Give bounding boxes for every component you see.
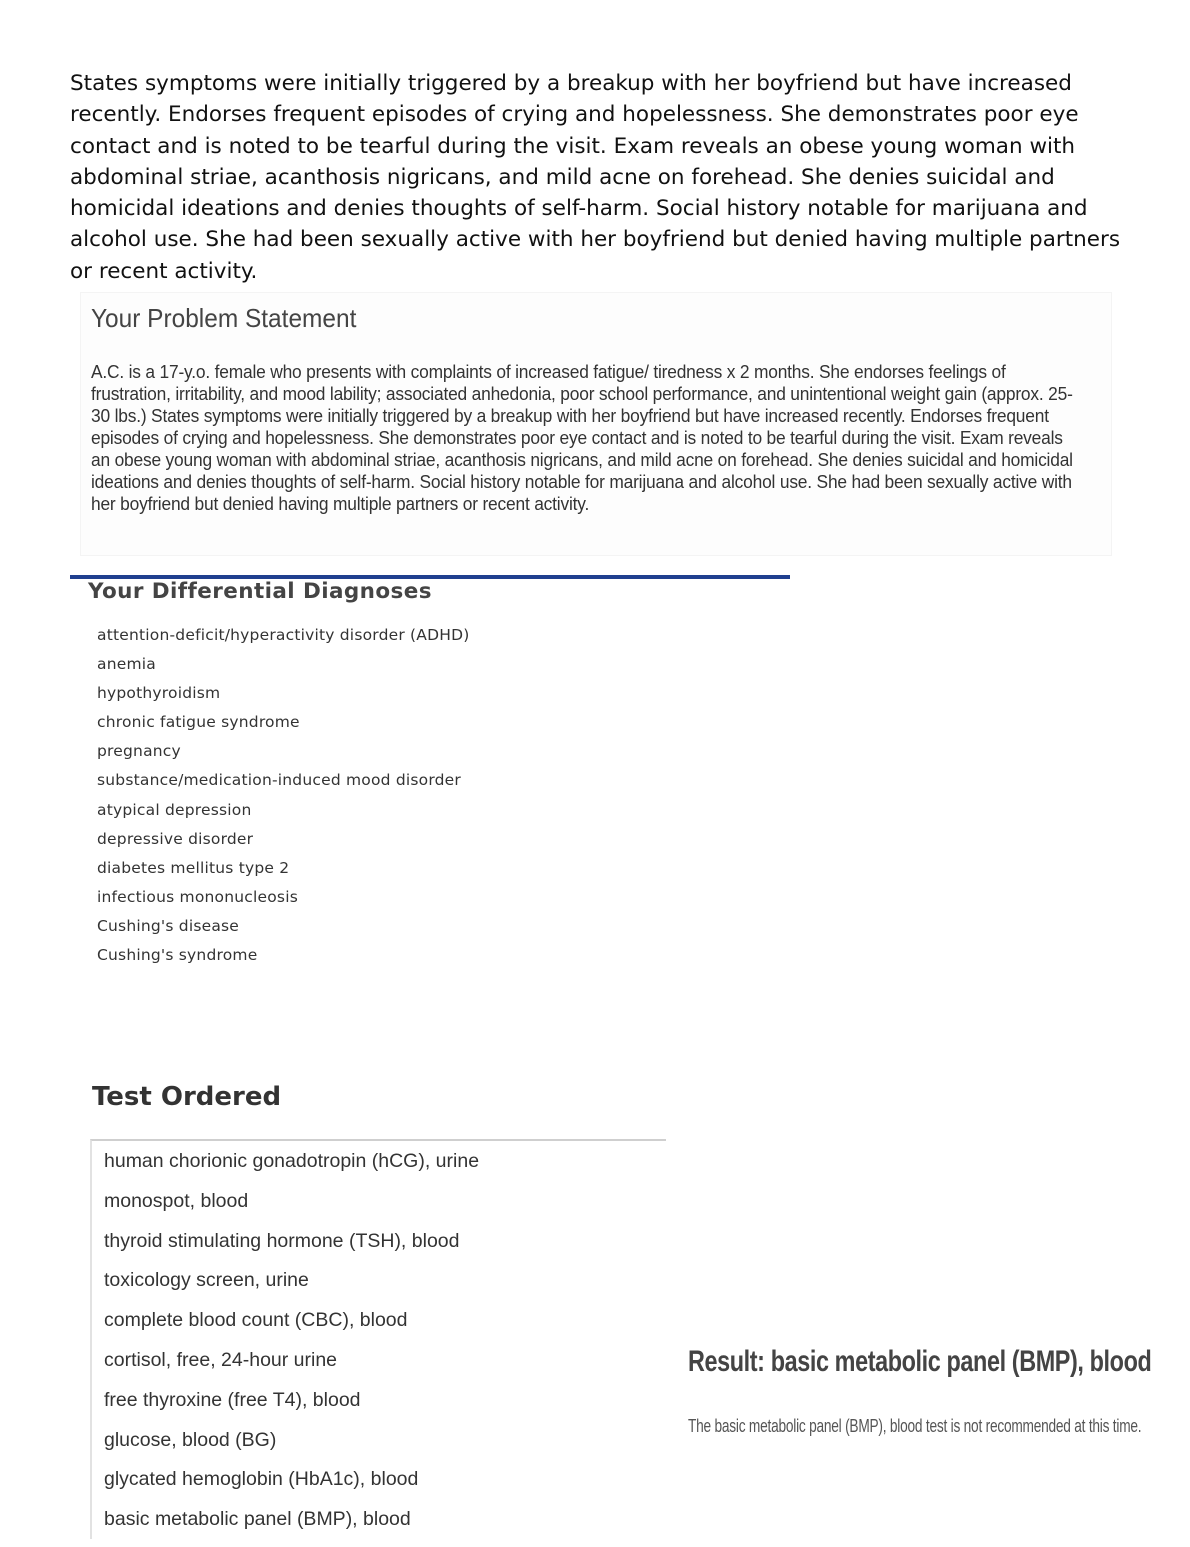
diagnosis-item: infectious mononucleosis <box>97 887 298 906</box>
differential-diagnoses-panel <box>70 575 790 975</box>
tests-ordered-list <box>104 1149 479 1547</box>
test-item[interactable]: toxicology screen, urine <box>104 1269 309 1292</box>
test-item[interactable]: monospot, blood <box>104 1189 249 1212</box>
problem-statement-body: A.C. is a 17-y.o. female who presents with complaints of increased fatigue/ tiredness x 2 months. She endorses feelings of frustration, irritability, and mood lability; associated anhedonia, poor school performance, and unintentional weight gain (approx. 25-30 lbs.) States symptoms were initially triggered by a breakup with her boyfriend but have increased recently. Endorses frequent episodes of crying and hopelessness. She demonstrates poor eye contact and is noted to be tearful during the visit. Exam reveals an obese young woman with abdominal striae, acanthosis nigricans, and mild acne on forehead. She denies suicidal and homicidal ideations and denies thoughts of self-harm. Social history notable for marijuana and alcohol use. She had been sexually active with her boyfriend but denied having multiple partners or recent activity. <box>91 362 1073 514</box>
diagnosis-item: attention-deficit/hyperactivity disorder (ADHD) <box>97 626 470 644</box>
test-item[interactable]: glycated hemoglobin (HbA1c), blood <box>104 1468 419 1491</box>
diagnosis-item: Cushing's disease <box>97 916 240 935</box>
intro-paragraph: States symptoms were initially triggered by a breakup with her boyfriend but have increased recently. Endorses frequent episodes of crying and hopelessness. She demonstrates poor eye contact and is noted to be tearful during the visit. Exam reveals an obese young woman with abdominal striae, acanthosis nigricans, and mild acne on forehead. She denies suicidal and homicidal ideations and denies thoughts of self-harm. Social history notable for marijuana and alcohol use. She had been sexually active with her boyfriend but denied having multiple partners or recent activity. <box>70 71 1121 284</box>
result-panel <box>688 1345 1152 1445</box>
test-item[interactable]: human chorionic gonadotropin (hCG), urine <box>104 1150 480 1172</box>
diagnosis-item: pregnancy <box>97 742 181 761</box>
diagnosis-item: Cushing's syndrome <box>97 946 258 965</box>
diagnosis-item: depressive disorder <box>97 829 254 848</box>
test-item[interactable]: glucose, blood (BG) <box>104 1428 277 1451</box>
problem-statement-title: Your Problem Statement <box>91 303 357 333</box>
test-item[interactable]: free thyroxine (free T4), blood <box>104 1388 361 1411</box>
differential-diagnoses-list <box>97 625 469 974</box>
test-item[interactable]: thyroid stimulating hormone (TSH), blood <box>104 1229 460 1252</box>
result-title: Result: basic metabolic panel (BMP), blood <box>688 1345 1152 1378</box>
result-body: The basic metabolic panel (BMP), blood test is not recommended at this time. <box>688 1415 1142 1436</box>
test-item[interactable]: complete blood count (CBC), blood <box>104 1309 408 1332</box>
problem-statement-panel <box>80 292 1112 556</box>
diagnosis-item: chronic fatigue syndrome <box>97 713 300 732</box>
diagnosis-item: hypothyroidism <box>97 684 221 703</box>
tests-ordered-title: Test Ordered <box>92 1082 282 1112</box>
differential-diagnoses-title: Your Differential Diagnoses <box>88 579 432 604</box>
test-item[interactable]: basic metabolic panel (BMP), blood <box>104 1508 411 1531</box>
diagnosis-item: substance/medication-induced mood disorder <box>97 771 461 790</box>
diagnosis-item: atypical depression <box>97 800 252 819</box>
tests-ordered-list-box <box>90 1139 666 1539</box>
diagnosis-item: diabetes mellitus type 2 <box>97 858 290 877</box>
test-item[interactable]: cortisol, free, 24-hour urine <box>104 1348 338 1371</box>
diagnosis-item: anemia <box>97 655 156 674</box>
